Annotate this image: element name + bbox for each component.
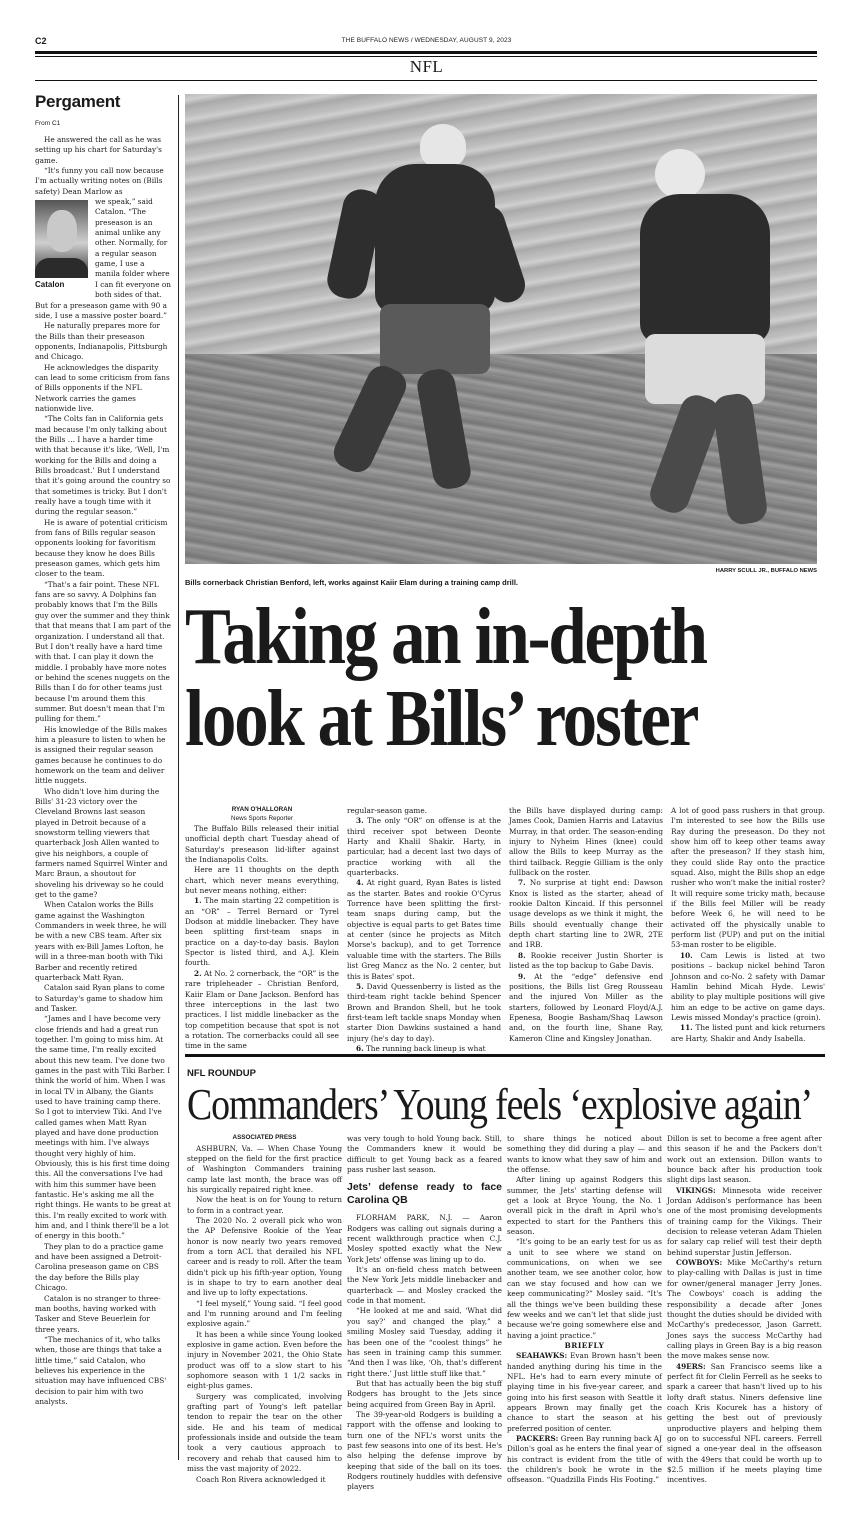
story-column-2	[347, 806, 501, 1054]
page-number: C2	[35, 36, 47, 46]
paragraph: regular-season game.	[347, 806, 427, 815]
roundup-kicker: NFL ROUNDUP	[187, 1068, 256, 1079]
paragraph: 4. At right guard, Ryan Bates is listed as the starter. Bates and rookie O'Cyrus Torrence have been splitting the first-team snaps during camp, but the objective is equal parts to get Bates time at center (since he projects as Mitch Morse's backup), and to get Torrence valuable time with the starters. The Bills list Greg Mancz as the No. 2 center, but this is Bates' spot.	[347, 878, 501, 981]
mugshot	[35, 200, 90, 290]
roundup-column-4	[667, 1134, 822, 1493]
paragraph: 5. David Quessenberry is listed as the third-team right tackle behind Spencer Brown and Brandon Shell, but he took first-team left tackle snaps Monday when starter Dion Dawkins sustained a hand injury (he's day to day).	[347, 981, 501, 1043]
paragraph: A lot of good pass rushers in that group. I'm interested to see how the Bills use Ray during the preseason. Do they not show him off to keep other teams away after the preseason? If they stash him, they could slide Ray onto the practice squad. Also, might the Bills shop an edge rusher who won't make the initial roster? It will require some tricky math, because if the Bills feel Miller will be ready before Week 6, he will need to be activated off the physically unable to perform list (PUP) and put on the initial 53-man roster to be eligible.	[671, 806, 825, 950]
brief-item: 49ERS: San Francisco seems like a perfect fit for Clelin Ferrell as he seeks to spark a career that hasn't lived up to his lofty draft status. Niners defensive line coach Kris Kocurek has a history of getting the best out of previously unproductive players and helping them go on to successful NFL careers. Ferrell signed a one-year deal in the offseason with the 49ers that could be worth up to $2.5 million if he meets playing time incentives.	[667, 1361, 822, 1485]
brief-item: PACKERS: Green Bay running back AJ Dillon's goal as he enters the final year of his contract is evident from the title of the children's book he wrote in the offseason. “Quadzilla Finds His Footing.”	[507, 1433, 662, 1485]
paragraph: “It's going to be an early test for us as a unit to see where we stand on communications, on when we see another team, we see another color, how can we stay focused and how can we keep communicating?” Mosley said. “It's all the things we've been building these few weeks and we can't let that slide just because we're going somewhere else and having a joint practice.”	[507, 1237, 662, 1340]
jump-line: From C1	[35, 120, 61, 127]
paragraph: 9. At the “edge” defensive end positions, the Bills list Greg Rousseau and the injured Von Miller as the starters, followed by Leonard Floyd/A.J. Epenesa, Boogie Basham/Shaq Lawson and, on the fourth line, Shane Ray, Kameron Cline and Kingsley Jonathan.	[509, 971, 663, 1043]
paragraph: Dillon is set to become a free agent after this season if he and the Packers don't work out an extension. Dillon wants to bounce back after his production took slight dips last season.	[667, 1134, 822, 1185]
brief-item: SEAHAWKS: Evan Brown hasn't been handed anything during his time in the NFL. He's had to earn every minute of playing time in his five-year career, and going into his first season with Seattle it appears Brown may finally get the chance to start the season at his preferred position of center.	[507, 1351, 662, 1433]
paragraph: Who didn't love him during the Bills' 31-23 victory over the Cleveland Browns last season played in Detroit because of a snowstorm telling viewers that quarterback Josh Allen wanted to give his neighbors, a couple of farmers named Squirrel Winter and Marc Braun, a shoutout for shoveling his driveway so he could get to the game?	[35, 786, 168, 900]
main-story-body	[185, 806, 825, 1054]
paragraph: He naturally prepares more for the Bills than their preseason opponents, Indianapolis, Pittsburgh and Chicago.	[35, 321, 168, 362]
paragraph: FLORHAM PARK, N.J. — Aaron Rodgers was calling out signals during a recent walkthrough practice when C.J. Mosley spotted exactly what the New York Jets' offense was lining up to do.	[347, 1213, 502, 1264]
paragraph: When Catalon works the Bills game against the Washington Commanders in week three, he will be with a new CBS team. After six years with ex-Bill James Lofton, he will in a three-man booth with Tiki Barber and recently retired quarterback Matt Ryan.	[35, 900, 167, 982]
paragraph: Here are 11 thoughts on the depth chart, which never means everything, but never means nothing, either:	[185, 865, 339, 896]
paragraph: It's an on-field chess match between the New York Jets middle linebacker and quarterback — and Mosley cracked the code in that moment.	[347, 1265, 502, 1306]
paragraph: Catalon is no stranger to three-man booths, having worked with Tasker and Steve Beuerlein for three years.	[35, 1293, 161, 1334]
photo-caption: Bills cornerback Christian Benford, left, works against Kaiir Elam during a training camp drill.	[185, 578, 518, 587]
pergament-body	[35, 135, 171, 1407]
roundup-body	[187, 1134, 825, 1493]
story-column-4	[671, 806, 825, 1054]
paragraph: “The Colts fan in California gets mad because I'm only talking about the Bills … I have a harder time with that because it's like, ‘Well, I'm working for the Bills and doing a Bills broadcast.’ But I understand that it's going around the country so that sometimes is tricky. But I don't really have a tough time with it during the regular season.”	[35, 414, 171, 517]
pergament-column	[35, 92, 171, 1407]
headline-line-2: look at Bills’ roster	[185, 675, 698, 763]
byline	[185, 806, 339, 823]
paragraph: ASHBURN, Va. — When Chase Young stepped on the field for the first practice of Washington Commanders training camp late last month, the brace was off his surgically repaired right knee.	[187, 1143, 342, 1194]
masthead-rule	[35, 51, 817, 54]
paragraph: Catalon said Ryan plans to come to Saturday's game to shadow him and Tasker.	[35, 983, 165, 1013]
paragraph: 8. Rookie receiver Justin Shorter is listed as the top backup to Gabe Davis.	[509, 950, 663, 971]
paragraph: “It's funny you call now because I'm actually writing notes on (Bills safety) Dean Marlow as	[35, 166, 164, 196]
paragraph: we speak,” said Catalon. “The preseason is an animal unlike any other. Normally, for a regular season game, I use a manila folder where I can fit everyone on both sides of that. But for a preseason game with 90 a side, I use a massive poster board.”	[35, 197, 171, 320]
paragraph: The 39-year-old Rodgers is building a rapport with the offense and looking to turn one of the NFL's worst units the past few seasons into one of its best. He's also helping the defense improve by keeping that side of the ball on its toes. Rodgers routinely huddles with defensive players	[347, 1409, 502, 1492]
byline-name: RYAN O'HALLORAN	[231, 806, 293, 813]
roundup-column-2	[347, 1134, 502, 1493]
paragraph: He answered the call as he was setting up his chart for Saturday's game.	[35, 135, 162, 165]
paragraph: “He looked at me and said, ‘What did you say?’ and changed the play,” a smiling Mosley said Tuesday, adding it has been one of the “coolest things” he has seen in training camp this summer. “And then I was like, ‘Oh, that's different right there.’ Just little stuff like that.”	[347, 1306, 502, 1378]
paragraph: They plan to do a practice game and have been assigned a Detroit-Carolina preseason game on CBS the day before the Bills play Chicago.	[35, 1241, 164, 1293]
paragraph: 7. No surprise at tight end: Dawson Knox is listed as the starter, ahead of rookie Dalton Kincaid. If this personnel usage develops as we think it might, the Bills should eventually change their depth chart starting line to 2WR, 2TE and 1RB.	[509, 878, 663, 950]
roundup-column-1	[187, 1134, 342, 1493]
paragraph: “The mechanics of it, who talks when, those are things that take a little time,” said Catalon, who believes his experience in the situation may have influenced CBS' decision to pair him with two analysts.	[35, 1334, 167, 1406]
paragraph: was very tough to hold Young back. Still, the Commanders knew it would be difficult to get Young back as a feared pass rusher last season.	[347, 1134, 502, 1175]
brief-item: COWBOYS: Mike McCarthy's return to play-calling with Dallas is just in time for owner/general manager Jerry Jones. The Cowboys' coach is adding the responsibility a decade after Jones thought the duties should be divided with McCarthy's predecessor, Jason Garrett. Jones says the success McCarthy had calling plays in Green Bay is a big reason the move makes sense now.	[667, 1258, 822, 1361]
jets-subhead: Jets’ defense ready to face Carolina QB	[347, 1181, 502, 1207]
section-rule	[35, 80, 817, 81]
paragraph: The Buffalo Bills released their initial unofficial depth chart Tuesday ahead of Saturday's preseason lid-lifter against the Indianapolis Colts.	[185, 824, 339, 865]
paragraph: Coach Ron Rivera acknowledged it	[196, 1474, 326, 1484]
headline-line-1: Taking an in-depth	[185, 593, 706, 681]
byline-title: News Sports Reporter	[231, 814, 293, 822]
photo-credit: HARRY SCULL JR., BUFFALO NEWS	[715, 568, 817, 574]
briefly-label: BRIEFLY	[564, 1340, 605, 1350]
mugshot-caption: Catalon	[35, 280, 65, 290]
training-camp-photo	[185, 94, 817, 564]
paragraph: The 2020 No. 2 overall pick who won the AP Defensive Rookie of the Year honor is now nearly two years removed from a torn ACL that derailed his NFL career and is ready to roll. After the team didn't pick up his fifth-year option, Young is in shape to try to earn another deal and live up to lofty expectations.	[187, 1215, 342, 1298]
paragraph: Now the heat is on for Young to return to form in a contract year.	[187, 1195, 342, 1215]
column-divider	[178, 95, 179, 1460]
paragraph: 10. Cam Lewis is listed at two positions – backup nickel behind Taron Johnson and co-No. 2 safety with Damar Hamlin behind Micah Hyde. Lewis' ability to play multiple positions will give him an edge to be active on game days. Lewis missed Monday's practice (groin).	[671, 950, 825, 1022]
paragraph: to share things he noticed about something they did during a play — and wants to know what they saw of him and the offense.	[507, 1134, 662, 1175]
column-kicker: Pergament	[35, 92, 121, 111]
paragraph: 6. The running back lineup is what	[356, 1043, 486, 1053]
roundup-rule	[185, 1054, 825, 1057]
paragraph: It has been a while since Young looked explosive in game action. Even before the injury in November 2021, the Ohio State product was off to a slow start to his sophomore season with 1 1/2 sacks in eight-plus games.	[187, 1329, 342, 1391]
paragraph: Surgery was complicated, involving grafting part of Young's left patellar tendon to repair the tear on the other side. He and his team of medical professionals inside and outside the team took a very cautious approach to recovery and rehab that caused him to miss the vast majority of 2022.	[187, 1391, 342, 1474]
roundup-byline: ASSOCIATED PRESS	[232, 1134, 297, 1141]
paragraph: 2. At No. 2 cornerback, the “OR” is the rare tripleheader – Christian Benford, Kaiir Elam or Dane Jackson. Benford has three interceptions in the last two practices. I list middle linebacker as the top competition because that spot is not a rotation. The cornerbacks could all see time in the same	[185, 968, 339, 1051]
mugshot-photo	[35, 200, 88, 278]
roundup-headline: Commanders’ Young feels ‘explosive again’	[187, 1080, 812, 1129]
paragraph: But that has actually been the big stuff Rodgers has brought to the Jets since being acquired from Green Bay in April.	[347, 1378, 502, 1409]
story-column-3	[509, 806, 663, 1054]
paragraph: “James and I have become very close friends and had a great run together. I'm going to miss him. At the same time, I'm really excited about this new team. I've done two games in the past with Tiki Barber. I think the world of him. When I was in local TV in Albany, the Giants used to have training camp there. So I got to interview Tiki. And I've called games when Matt Ryan played and have done production meetings with him. I've always thought very highly of him. Obviously, this is his first time doing this. All the conversations I've had with him this summer have been fantastic. He's asking me all the right things. He wants to be great at this. I'm really excited to work with him and, and I think there'll be a lot of energy in this booth.”	[35, 1014, 171, 1241]
paragraph: His knowledge of the Bills makes him a pleasure to listen to when he is assigned their regular season games because he continues to do homework on the team and deliver little nuggets.	[35, 724, 168, 786]
roundup-column-3	[507, 1134, 662, 1493]
paragraph: 11. The listed punt and kick returners are Harty, Shakir and Andy Isabella.	[671, 1023, 825, 1043]
dateline: THE BUFFALO NEWS / WEDNESDAY, AUGUST 9, 2023	[341, 37, 512, 44]
paragraph: He acknowledges the disparity can lead to some criticism from fans of Bills opponents if the NFL Network carries the games nationwide live.	[35, 362, 170, 413]
brief-item: VIKINGS: Minnesota wide receiver Jordan Addison's performance has been one of the most promising developments of training camp for the Vikings. Their decision to release veteran Adam Thielen for salary cap relief will test their depth behind superstar Justin Jefferson.	[667, 1185, 822, 1257]
paragraph: “I feel myself,” Young said. “I feel good and I'm running around and I'm feeling explosive again.”	[187, 1298, 342, 1329]
paragraph: He is aware of potential criticism from fans of Bills regular season opponents looking for favoritism because they know he does Bills preseason games, which gets him closer to the team.	[35, 517, 168, 579]
main-headline	[185, 593, 735, 763]
paragraph: 1. The main starting 22 competition is an “OR” – Terrel Bernard or Tyrel Dodson at middle linebacker. They have been splitting first-team snaps in practice on a day-to-day basis. Baylon Spector is listed third, and A.J. Klein fourth.	[185, 896, 339, 968]
paragraph: 3. The only “OR” on offense is at the third receiver spot between Deonte Harty and Khalil Shakir. Harty, in particular, had a decent last two days of practice working with all the quarterbacks.	[347, 816, 501, 878]
section-title: NFL	[409, 57, 444, 76]
paragraph: “That's a fair point. These NFL fans are so savvy. A Dolphins fan probably knows that I'm the Bills guy over the summer and they think that that means that I am part of the organization. I understand all that. But I don't really have a hard time with that. I can play it down the middle. I probably have more notes or behind the scenes nuggets on the Bills than I do for other teams just because I'm around them this summer. But doesn't mean that I'm pulling for them.”	[35, 579, 171, 724]
story-column-1	[185, 806, 339, 1054]
paragraph: After lining up against Rodgers this summer, the Jets' starting defense will get a look at Bryce Young, the No. 1 overall pick in the draft in April who's expected to start for the Panthers this season.	[507, 1175, 662, 1237]
paragraph: the Bills have displayed during camp: James Cook, Damien Harris and Latavius Murray, in that order. The season-ending injury to Nyheim Hines (knee) could allow the Bills to keep Murray as the third tailback. Reggie Gilliam is the only fullback on the roster.	[509, 806, 663, 878]
